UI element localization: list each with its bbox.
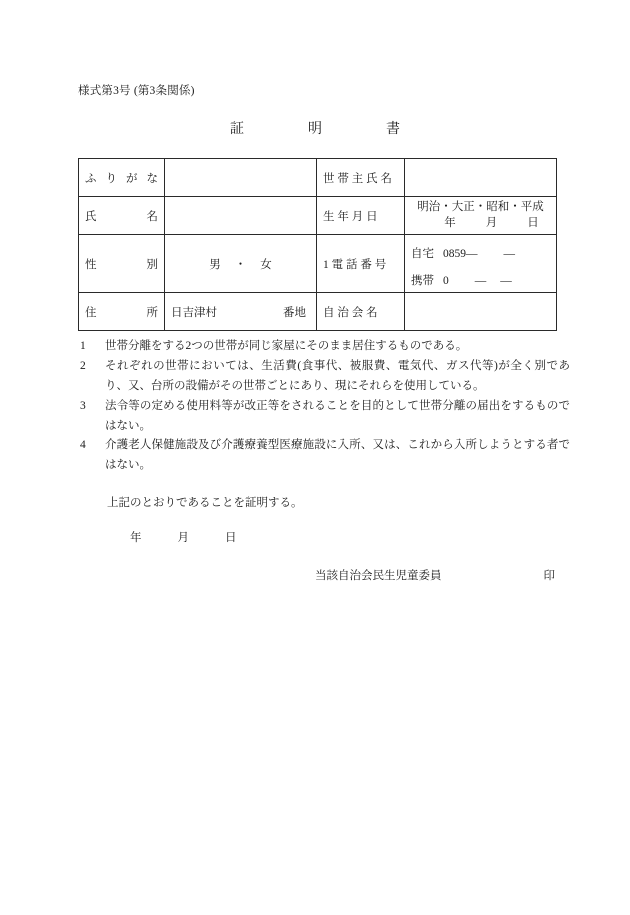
clause-text-3: 法令等の定める使用料等が改正等をされることを目的として世帯分離の届出をするものではない。 bbox=[105, 399, 570, 432]
form-number: 様式第3号 (第3条関係) bbox=[78, 85, 195, 97]
birthdate-month-label: 月 bbox=[485, 216, 498, 229]
field-birthdate-value[interactable] bbox=[405, 197, 557, 235]
birthdate-year-label: 年 bbox=[444, 216, 456, 229]
label-address bbox=[79, 293, 165, 331]
clause-item-4 bbox=[80, 436, 570, 476]
phone-home-dash: — bbox=[503, 247, 515, 260]
clause-text-2: それぞれの世帯においては、生活費(食事代、被服費、電気代、ガス代等)が全く別であり、又、台所の設備がその世帯ごとにあり、現にそれらを使用している。 bbox=[105, 359, 570, 392]
signatory-title: 当該自治会民生児童委員 bbox=[315, 570, 442, 582]
title-char-1: 証 bbox=[230, 122, 244, 137]
sex-option-female[interactable]: 女 bbox=[260, 258, 272, 271]
phone-mobile-label: 携帯 bbox=[411, 274, 434, 287]
label-neighborhood-association: 自 治 会 名 bbox=[317, 293, 405, 331]
table-row-name bbox=[79, 197, 557, 235]
name-char-1: 氏 bbox=[85, 210, 97, 223]
furigana-char-4: な bbox=[146, 172, 158, 185]
label-birthdate: 生 年 月 日 bbox=[317, 197, 405, 235]
label-furigana bbox=[79, 159, 165, 197]
field-phone-values[interactable] bbox=[405, 235, 557, 293]
clause-item-3 bbox=[80, 397, 570, 437]
field-sex-options[interactable] bbox=[165, 235, 317, 293]
page-title bbox=[0, 118, 630, 138]
clause-number-4: 4 bbox=[80, 439, 86, 452]
title-char-2: 明 bbox=[308, 122, 322, 137]
field-householder-name-value[interactable] bbox=[405, 159, 557, 197]
address-char-2: 所 bbox=[146, 306, 158, 319]
field-neighborhood-association-value[interactable] bbox=[405, 293, 557, 331]
name-char-2: 名 bbox=[146, 210, 158, 223]
furigana-char-2: り bbox=[105, 172, 117, 185]
label-householder-name: 世 帯 主 氏 名 bbox=[317, 159, 405, 197]
furigana-char-1: ふ bbox=[85, 172, 97, 185]
furigana-char-3: が bbox=[126, 172, 138, 185]
clause-item-1 bbox=[80, 337, 570, 357]
signatory-line bbox=[315, 567, 555, 583]
birthdate-eras[interactable]: 明治・大正・昭和・平成 bbox=[417, 200, 544, 213]
sex-char-2: 別 bbox=[146, 258, 158, 271]
clause-text-1: 世帯分離をする2つの世帯が同じ家屋にそのまま居住するものである。 bbox=[105, 340, 468, 352]
applicant-info-table bbox=[78, 158, 557, 331]
title-char-3: 書 bbox=[386, 122, 400, 137]
signature-date-line[interactable] bbox=[130, 529, 237, 545]
address-village: 日吉津村 bbox=[171, 306, 217, 319]
sex-char-1: 性 bbox=[85, 258, 97, 271]
address-banchi-label: 番地 bbox=[283, 306, 306, 319]
certification-statement: 上記のとおりであることを証明する。 bbox=[107, 497, 303, 509]
address-char-1: 住 bbox=[85, 306, 97, 319]
declaration-clause-list bbox=[80, 337, 570, 476]
clause-item-2 bbox=[80, 357, 570, 397]
clause-number-2: 2 bbox=[80, 359, 86, 372]
label-name bbox=[79, 197, 165, 235]
phone-home-label: 自宅 bbox=[411, 247, 434, 260]
table-row-address bbox=[79, 293, 557, 331]
clause-text-4: 介護老人保健施設及び介護療養型医療施設に入所、又は、これから入所しようとする者ではない。 bbox=[105, 439, 570, 472]
phone-mobile-row[interactable] bbox=[411, 275, 550, 288]
label-sex bbox=[79, 235, 165, 293]
field-furigana-value[interactable] bbox=[165, 159, 317, 197]
sex-separator-dot: ・ bbox=[234, 258, 247, 271]
clause-number-1: 1 bbox=[80, 340, 86, 352]
sex-option-male[interactable]: 男 bbox=[209, 258, 221, 271]
table-row-furigana bbox=[79, 159, 557, 197]
table-row-sex-phone bbox=[79, 235, 557, 293]
label-phone-number: 1 電 話 番 号 bbox=[317, 235, 405, 293]
clause-number-3: 3 bbox=[80, 399, 86, 412]
phone-mobile-dash-2: — bbox=[500, 274, 512, 287]
seal-stamp-marker[interactable]: 印 bbox=[543, 570, 555, 582]
phone-mobile-prefix[interactable]: 0 bbox=[443, 274, 449, 287]
date-day-label: 日 bbox=[225, 532, 237, 544]
field-address-value[interactable] bbox=[165, 293, 317, 331]
phone-mobile-dash-1: — bbox=[474, 274, 487, 287]
field-name-value[interactable] bbox=[165, 197, 317, 235]
phone-home-row[interactable] bbox=[411, 248, 550, 261]
date-month-label: 月 bbox=[177, 532, 189, 544]
phone-home-prefix[interactable]: 0859— bbox=[443, 247, 478, 260]
birthdate-day-label: 日 bbox=[527, 216, 539, 229]
date-year-label: 年 bbox=[130, 532, 142, 544]
